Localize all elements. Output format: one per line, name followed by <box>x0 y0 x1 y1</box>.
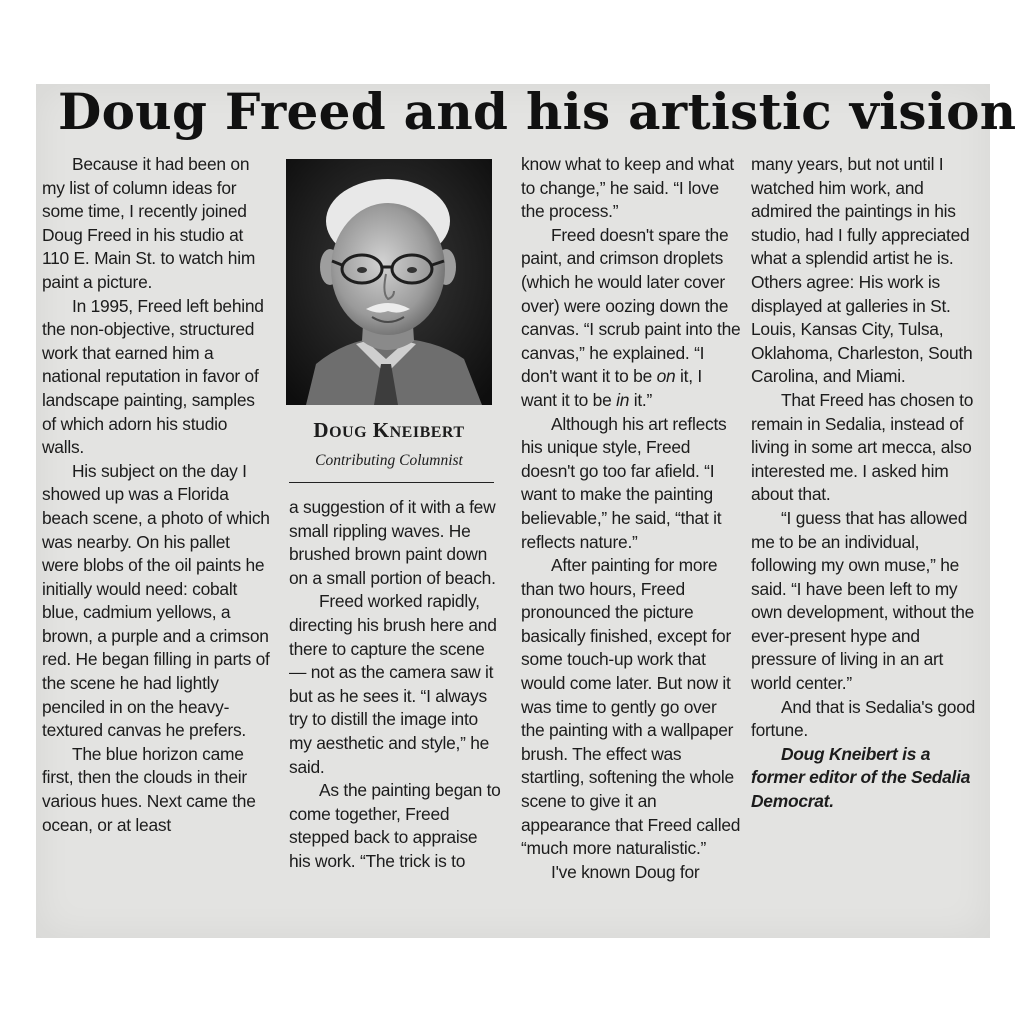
column-1 <box>42 153 270 837</box>
paragraph: His subject on the day I showed up was a Florida beach scene, a photo of which was nearby. On his pallet were blobs of the oil paints he initially would need: cobalt blue, cadmium yellows, a brown, a purple and a crimson red. He began filling in parts of the scene he had lightly penciled in on the heavy-textured canvas he prefers. <box>42 460 270 741</box>
text-run: it.” <box>629 389 653 410</box>
paragraph <box>521 224 741 413</box>
paragraph: a suggestion of it with a few small rippling waves. He brushed brown paint down on a small portion of beach. <box>289 497 496 588</box>
byline-name <box>286 418 492 443</box>
text-run: Freed doesn't spare the paint, and crimson droplets (which he would later cover over) were oozing down the canvas. “I scrub paint into the canvas,” he explained. “I don't want it to be <box>521 224 741 387</box>
byline-name-part: NEIBERT <box>389 424 465 441</box>
author-photo <box>286 159 492 405</box>
byline-name-part: K <box>372 418 390 442</box>
author-signoff: Doug Kneibert is a former editor of the Sedalia Democrat. <box>751 743 971 812</box>
emphasis: on <box>656 366 676 387</box>
text-run: it, I want it to be <box>521 366 702 410</box>
paragraph: In 1995, Freed left behind the non-objective, structured work that earned him a national reputation in favor of landscape painting, samples of which adorn his studio walls. <box>42 295 264 458</box>
paragraph: know what to keep and what to change,” he said. “I love the process.” <box>521 154 734 222</box>
paragraph: And that is Sedalia's good fortune. <box>751 696 976 741</box>
column-4 <box>751 153 983 814</box>
paragraph: “I guess that has allowed me to be an individual, following my own muse,” he said. “I have been left to my own development, without the ever-present hype and pressure of living in an art world center.” <box>751 507 975 694</box>
paragraph: Because it had been on my list of column ideas for some time, I recently joined Doug Freed in his studio at 110 E. Main St. to watch him paint a picture. <box>42 154 256 292</box>
column-2 <box>289 496 503 874</box>
emphasis: in <box>616 389 630 410</box>
paragraph: As the painting began to come together, Freed stepped back to appraise his work. “The trick is to <box>289 780 501 871</box>
paragraph: Freed worked rapidly, directing his brush here and there to capture the scene — not as the camera saw it but as he sees it. “I always try to distill the image into my aesthetic and style,” he said. <box>289 591 497 777</box>
paragraph: The blue horizon came first, then the clouds in their various hues. Next came the ocean, or at least <box>42 743 256 835</box>
paragraph: After painting for more than two hours, Freed pronounced the picture basically finished, except for some touch-up work that would come later. But now it was time to gently go over the painting with a wallpaper brush. The effect was startling, softening the whole scene to give it an appearance that Freed called “much more naturalistic.” <box>521 555 741 859</box>
paragraph: That Freed has chosen to remain in Sedalia, instead of living in some art mecca, also interested me. I asked him about that. <box>751 389 974 505</box>
byline-name-part: D <box>313 418 330 442</box>
headline: Doug Freed and his artistic vision <box>58 82 1017 141</box>
paragraph: Although his art reflects his unique style, Freed doesn't go too far afield. “I want to make the painting believable,” he said, “that it reflects nature.” <box>521 413 727 552</box>
paragraph: I've known Doug for <box>551 861 700 882</box>
paragraph: many years, but not until I watched him work, and admired the paintings in his studio, had I fully appreciated what a splendid artist he is. Others agree: His work is displayed at galleries in St. Louis, Kansas City, Tulsa, Oklahoma, Charleston, South Carolina, and Miami. <box>751 154 973 387</box>
byline-title: Contributing Columnist <box>315 452 463 469</box>
column-3 <box>521 153 741 884</box>
byline-divider <box>289 482 494 483</box>
byline-name-part: OUG <box>329 424 368 441</box>
